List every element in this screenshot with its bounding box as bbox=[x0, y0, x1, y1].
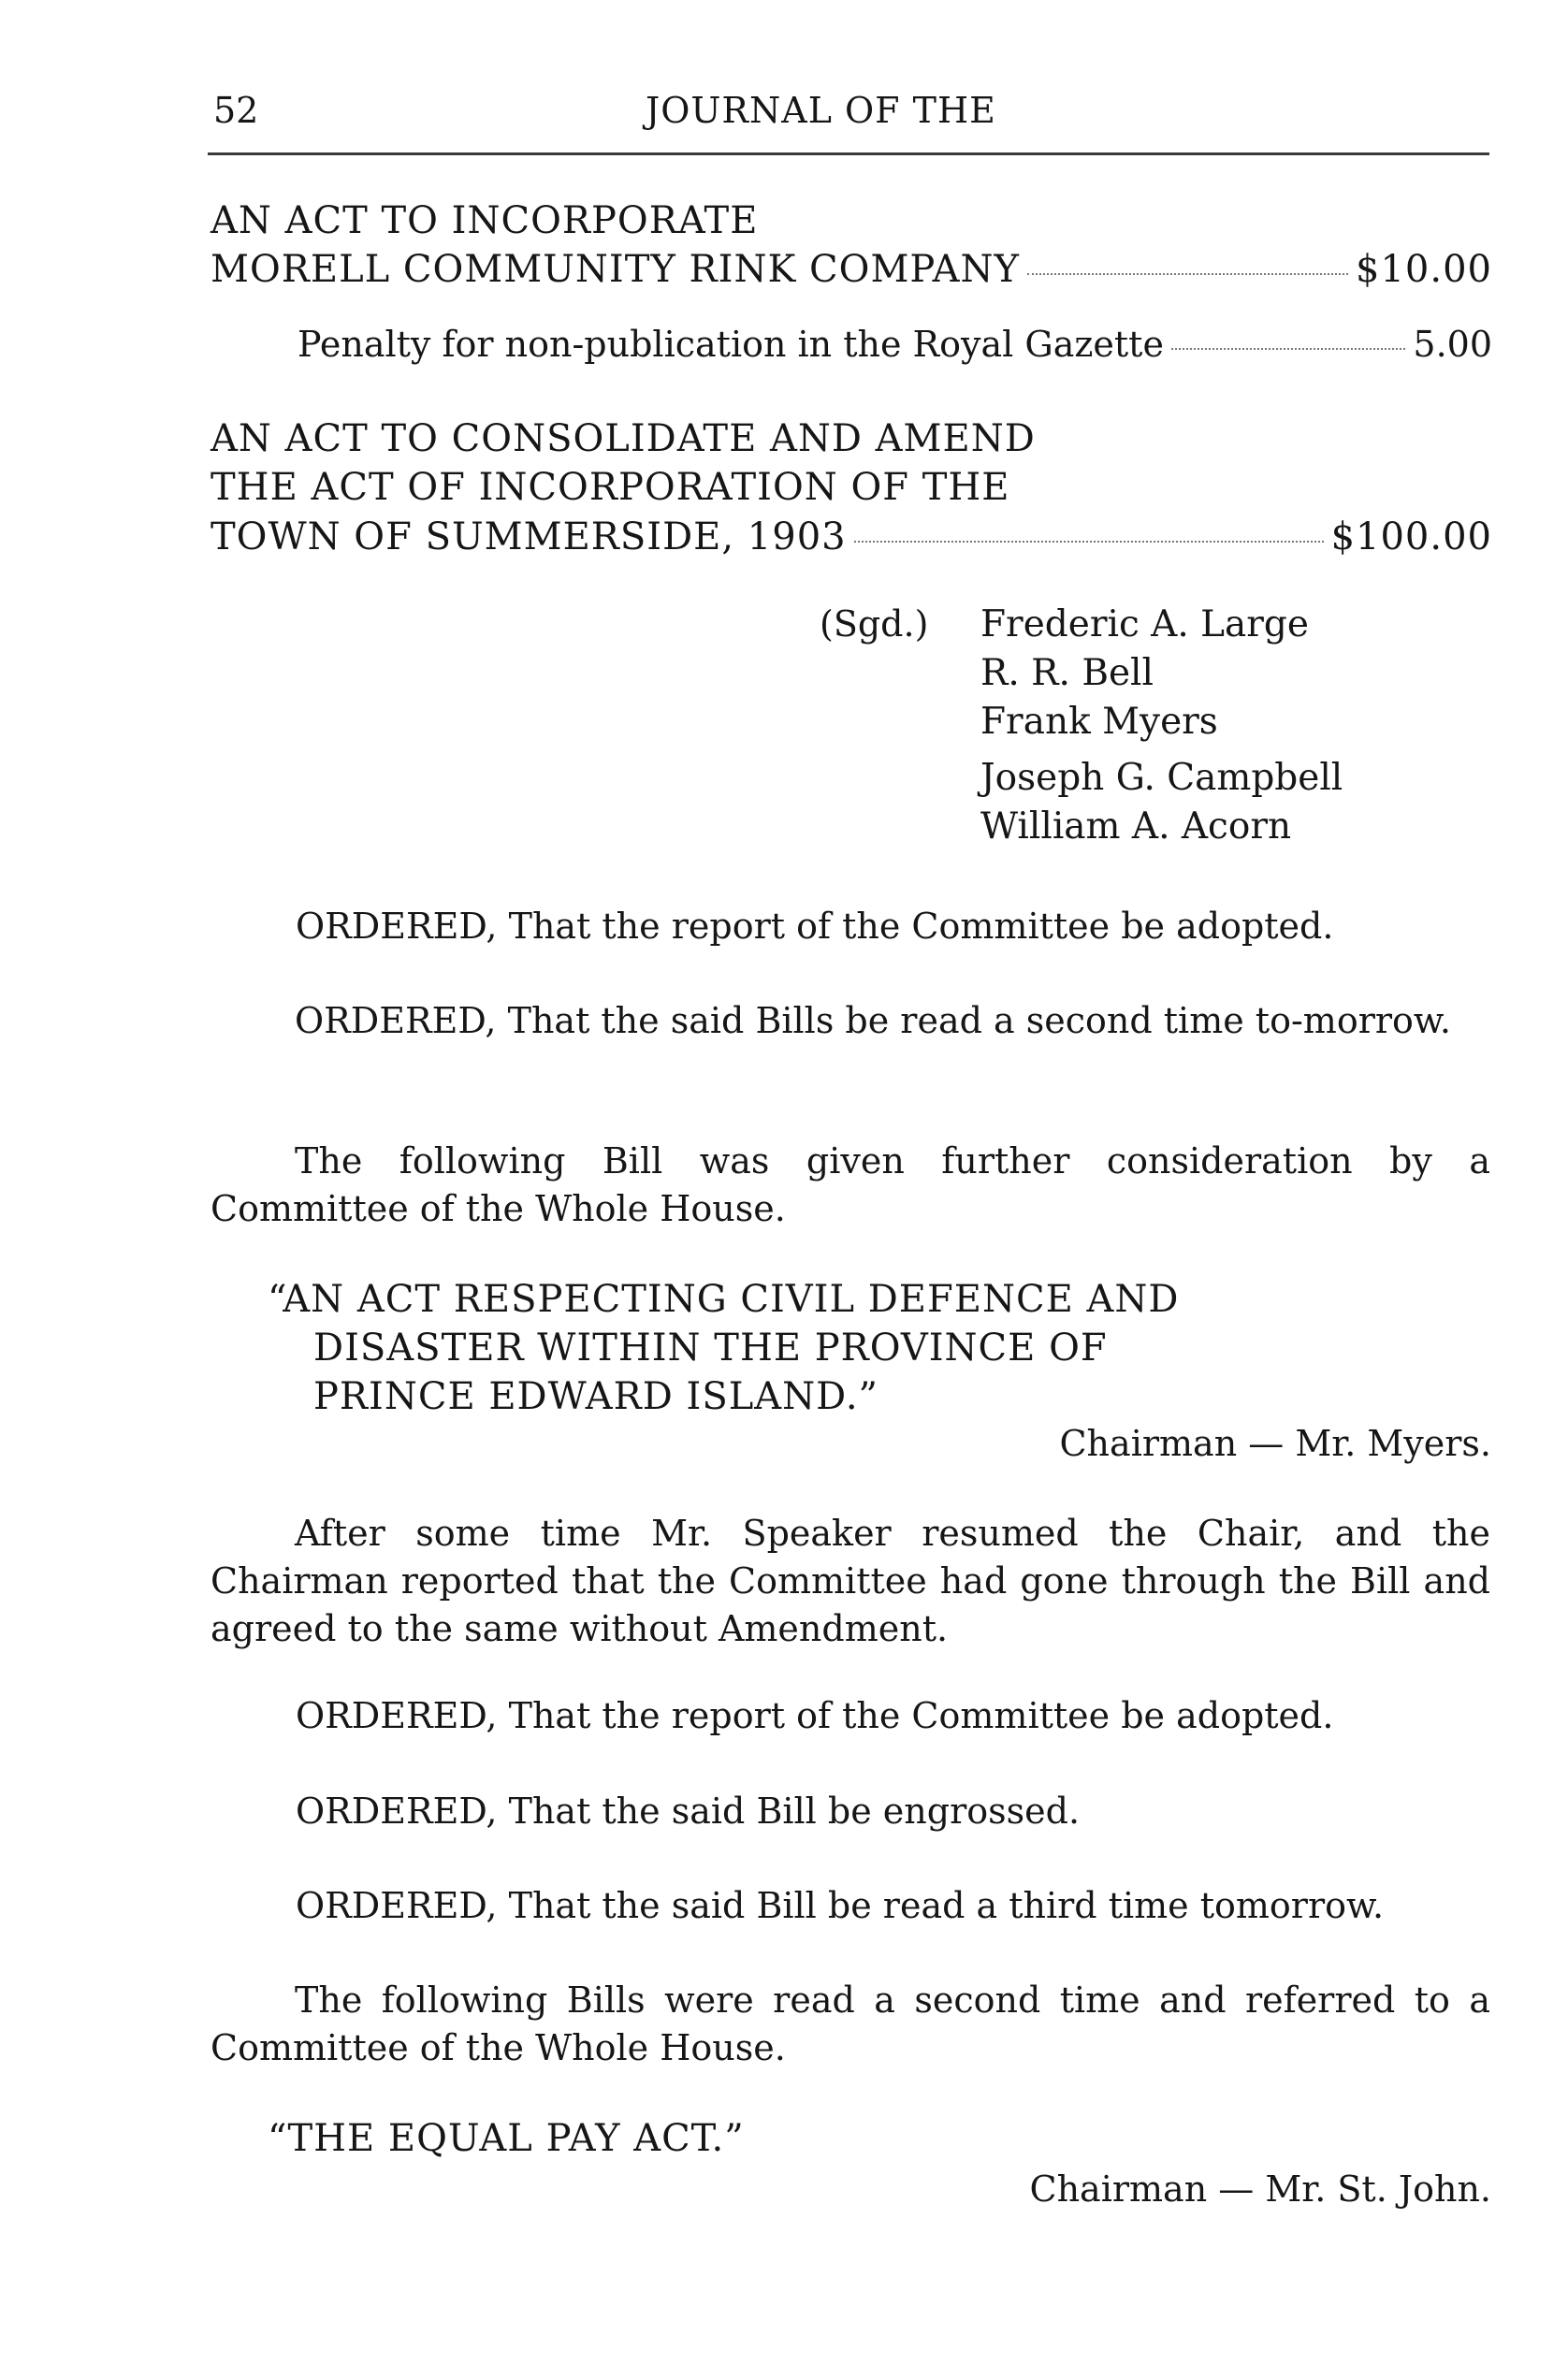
dot-leader bbox=[854, 541, 1324, 543]
paragraph-text: ORDERED, That the said Bills be read a second time to-morrow. bbox=[295, 1000, 1452, 1041]
signatory-name: William A. Acorn bbox=[980, 805, 1292, 848]
penalty-label: Penalty for non-publication in the Royal Gazette bbox=[298, 324, 1164, 365]
fee-row bbox=[211, 515, 1492, 558]
minutes-paragraph bbox=[211, 1977, 1490, 2072]
page-number: 52 bbox=[213, 90, 259, 131]
fee-amount: $10.00 bbox=[1356, 248, 1492, 291]
act-title-line: THE ACT OF INCORPORATION OF THE bbox=[211, 466, 1010, 509]
minutes-paragraph bbox=[211, 1138, 1490, 1233]
order-paragraph bbox=[211, 997, 1490, 1045]
chairman-line: Chairman — Mr. St. John. bbox=[1029, 2168, 1491, 2210]
fee-amount: 5.00 bbox=[1413, 324, 1492, 365]
minutes-paragraph bbox=[211, 1510, 1490, 1653]
dot-leader bbox=[1027, 273, 1348, 275]
signatory-name: R. R. Bell bbox=[980, 652, 1154, 694]
fee-row bbox=[211, 248, 1492, 291]
running-title: JOURNAL OF THE bbox=[646, 90, 996, 131]
act-title-line: MORELL COMMUNITY RINK COMPANY bbox=[211, 248, 1020, 291]
chairman-line: Chairman — Mr. Myers. bbox=[1059, 1423, 1491, 1464]
paragraph-text: The following Bill was given further consideration by a Committee of the Whole House. bbox=[211, 1140, 1490, 1229]
signatory-name: Frederic A. Large bbox=[980, 603, 1309, 645]
signed-prefix: (Sgd.) bbox=[820, 603, 929, 645]
bill-title-line: DISASTER WITHIN THE PROVINCE OF bbox=[313, 1327, 1108, 1370]
order-paragraph: ORDERED, That the report of the Committee be adopted. bbox=[296, 1695, 1334, 1736]
fee-amount: $100.00 bbox=[1330, 515, 1492, 558]
bill-title-line: PRINCE EDWARD ISLAND.” bbox=[313, 1375, 878, 1418]
order-paragraph: ORDERED, That the report of the Committee be adopted. bbox=[296, 906, 1334, 947]
act-title-line: AN ACT TO CONSOLIDATE AND AMEND bbox=[211, 417, 1036, 460]
paragraph-text: After some time Mr. Speaker resumed the Chair, and the Chairman reported that the Committee had gone through the Bill and agreed to the same without Amendment. bbox=[211, 1513, 1490, 1649]
dot-leader bbox=[1171, 348, 1405, 350]
bill-title-line: “THE EQUAL PAY ACT.” bbox=[268, 2117, 745, 2160]
act-title-line: AN ACT TO INCORPORATE bbox=[211, 199, 759, 242]
paragraph-text: The following Bills were read a second time and referred to a Committee of the Whole House. bbox=[211, 1979, 1490, 2068]
signatory-name: Frank Myers bbox=[980, 701, 1218, 743]
signatory-name: Joseph G. Campbell bbox=[980, 757, 1343, 799]
act-title-line: TOWN OF SUMMERSIDE, 1903 bbox=[211, 515, 847, 558]
penalty-row bbox=[298, 324, 1492, 365]
order-paragraph: ORDERED, That the said Bill be engrossed. bbox=[296, 1791, 1081, 1832]
order-paragraph: ORDERED, That the said Bill be read a third time tomorrow. bbox=[296, 1885, 1385, 1926]
bill-title-line: “AN ACT RESPECTING CIVIL DEFENCE AND bbox=[268, 1278, 1180, 1321]
header-rule bbox=[208, 152, 1489, 155]
